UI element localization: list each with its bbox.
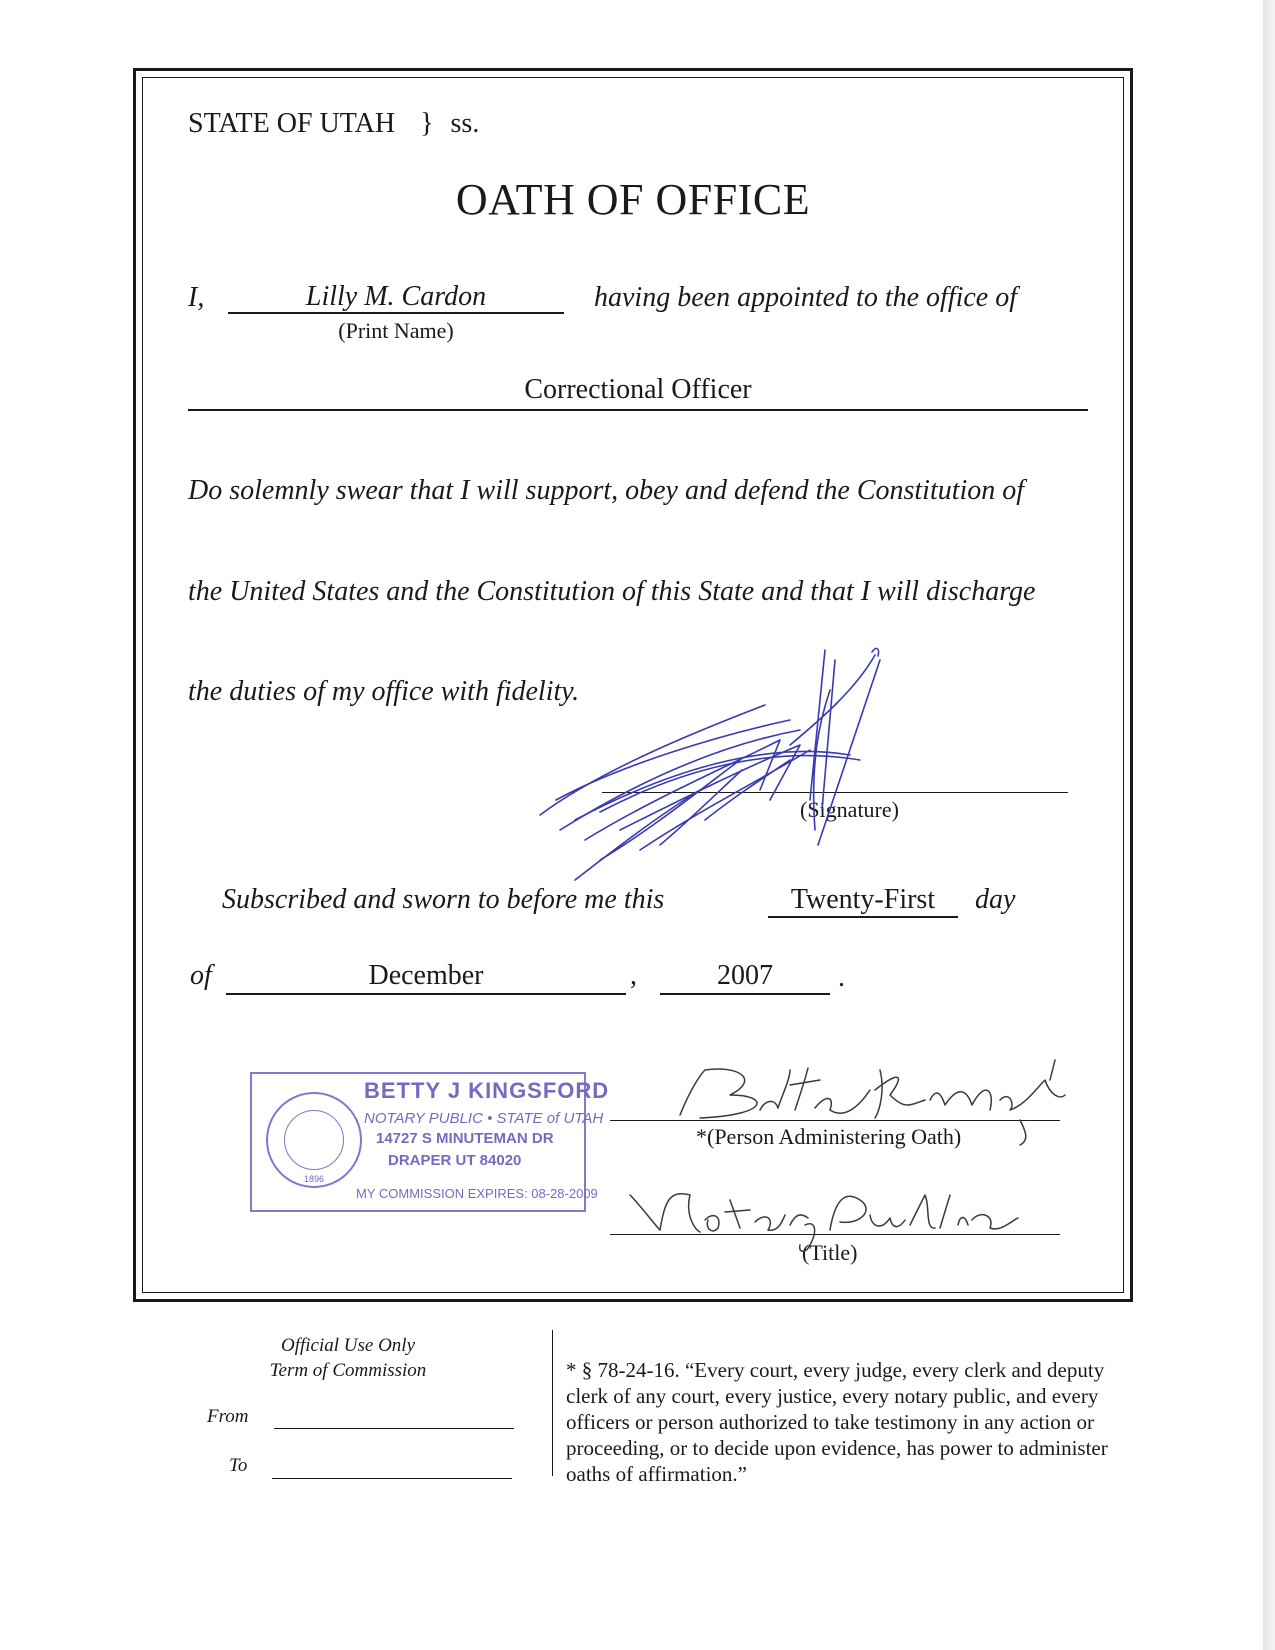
footer-divider	[552, 1330, 553, 1476]
appointed-text: having been appointed to the office of	[594, 282, 1018, 313]
stamp-notary-title: NOTARY PUBLIC • STATE of UTAH	[364, 1110, 604, 1127]
month-value: December	[368, 960, 484, 991]
year-value: 2007	[717, 960, 773, 991]
brace: }	[420, 108, 434, 139]
notary-stamp	[250, 1072, 610, 1212]
official-use-label: Official Use Only	[280, 1335, 416, 1356]
print-name-caption: (Print Name)	[338, 318, 454, 343]
ss-label: ss.	[450, 108, 480, 139]
office-line	[188, 409, 1088, 411]
day-value: Twenty-First	[790, 884, 936, 915]
print-name-value: Lilly M. Cardon	[305, 281, 487, 312]
stamp-address: 14727 S MINUTEMAN DR	[376, 1130, 554, 1147]
i-prefix: I,	[188, 282, 205, 313]
title-caption: (Title)	[802, 1240, 858, 1265]
title-line	[610, 1234, 1060, 1235]
date-comma: ,	[630, 960, 637, 991]
oath-line-1: Do solemnly swear that I will support, obey and defend the Constitution of	[188, 475, 1025, 506]
of-label: of	[190, 960, 212, 991]
stamp-expiration: MY COMMISSION EXPIRES: 08-28-2009	[356, 1186, 598, 1201]
date-period: .	[838, 962, 845, 993]
administering-caption: *(Person Administering Oath)	[696, 1124, 962, 1149]
term-of-commission-label: Term of Commission	[269, 1360, 427, 1381]
notary-seal-inner	[284, 1110, 344, 1170]
page-title: OATH OF OFFICE	[455, 175, 811, 224]
month-line	[226, 993, 626, 995]
venue-line	[188, 108, 479, 140]
from-line	[274, 1428, 514, 1429]
statute-text: * § 78-24-16. “Every court, every judge, every clerk and deputy clerk of any court, every justice, every notary public, and every officers or person authorized to take testimony in any action or proceeding, or to decide upon evidence, has power to administer oaths of affirmation.”	[566, 1358, 1108, 1486]
administering-line	[610, 1120, 1060, 1121]
signature-caption: (Signature)	[800, 797, 899, 822]
to-label: To	[229, 1455, 248, 1476]
subscribed-text: Subscribed and sworn to before me this	[222, 884, 665, 915]
day-line	[768, 916, 958, 918]
office-value: Correctional Officer	[524, 374, 752, 405]
day-suffix: day	[975, 884, 1016, 915]
seal-year: 1896	[304, 1174, 325, 1184]
page-edge	[1263, 0, 1275, 1650]
print-name-line	[228, 312, 564, 314]
stamp-notary-name: BETTY J KINGSFORD	[364, 1078, 610, 1103]
from-label: From	[207, 1406, 249, 1427]
oath-line-2: the United States and the Constitution of this State and that I will discharge	[188, 576, 1036, 607]
state-label: STATE OF UTAH	[188, 108, 396, 139]
signature-line	[602, 792, 1068, 793]
year-line	[660, 993, 830, 995]
oath-line-3: the duties of my office with fidelity.	[188, 676, 580, 707]
notary-seal	[266, 1092, 362, 1188]
stamp-city: DRAPER UT 84020	[388, 1152, 522, 1169]
to-line	[272, 1478, 512, 1479]
